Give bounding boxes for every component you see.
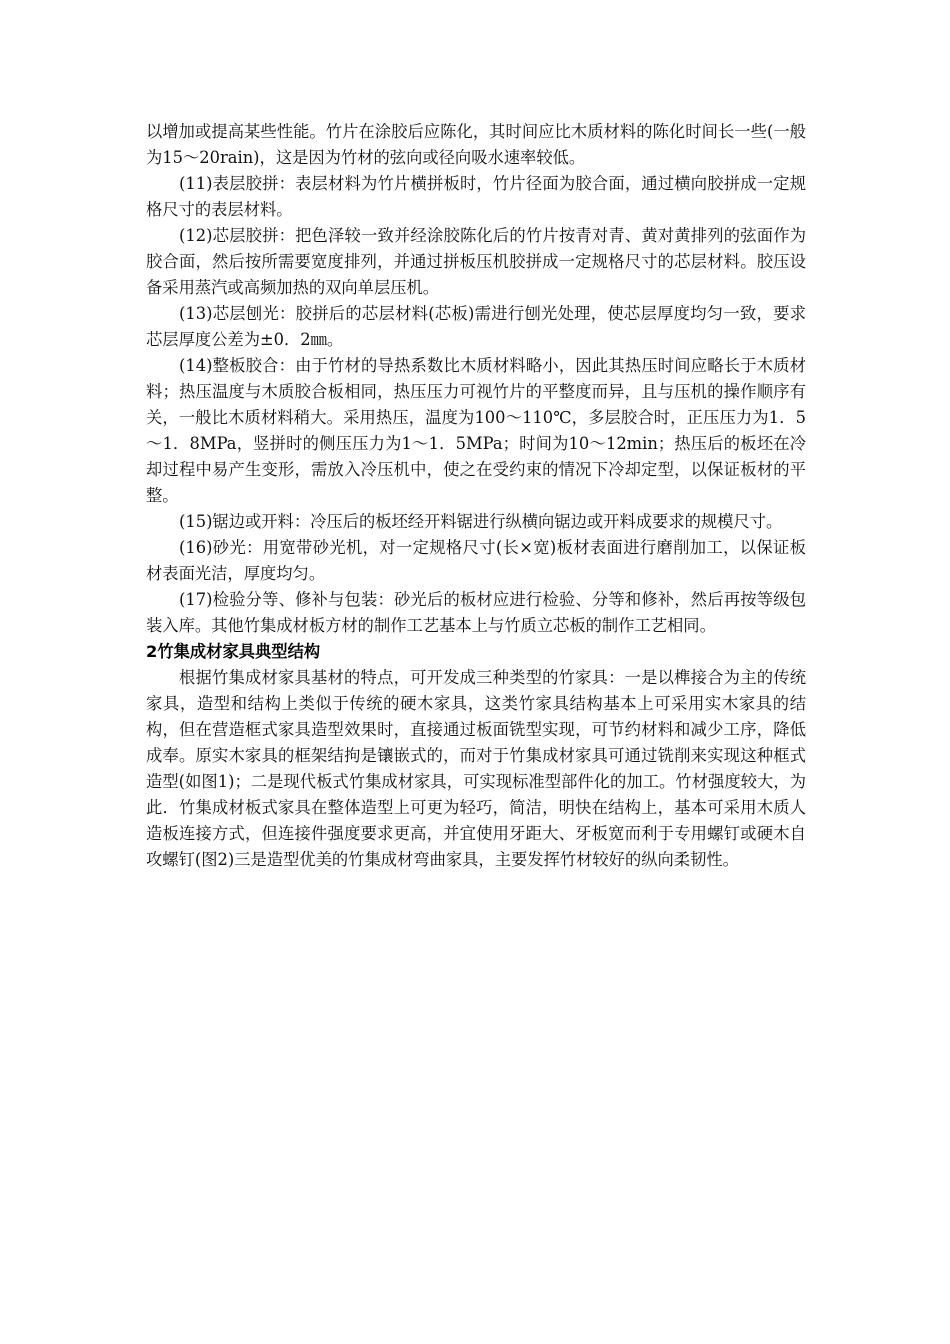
paragraph-step-13: (13)芯层刨光：胶拼后的芯层材料(芯板)需进行刨光处理，使芯层厚度均匀一致，要求芯层厚度公差为±0．2㎜。 (146, 304, 806, 349)
section-heading: 2竹集成材家具典型结构 (146, 642, 321, 661)
section-paragraph: 根据竹集成材家具基材的特点，可开发成三种类型的竹家具：一是以榫接合为主的传统家具，造型和结构上类似于传统的硬木家具，这类竹家具结构基本上可采用实木家具的结构，但在营造框式家具造型效果时，直接通过板面铣型实现，可节约材料和减少工序，降低成奉。原实木家具的框架结拘是镶嵌式的，而对于竹集成材家具可通过铣削来实现这种框式造型(如图1)；二是现代板式竹集成材家具，可实现标准型部件化的加工。竹材强度较大，为此．竹集成材板式家具在整体造型上可更为轻巧，简洁，明快在结构上，基本可采用木质人造板连接方式，但连接件强度要求更高，并宜使用牙距大、牙板宽而利于专用螺钉或硬木自攻螺钉(图2)三是造型优美的竹集成材弯曲家具，主要发挥竹材较好的纵向柔韧性。 (146, 668, 806, 869)
paragraph-continuation: 以增加或提高某些性能。竹片在涂胶后应陈化，其时间应比木质材料的陈化时间长一些(一般为15～20rain)，这是因为竹材的弦向或径向吸水速率较低。 (146, 122, 806, 167)
paragraph-step-15: (15)锯边或开料：冷压后的板坯经开料锯进行纵横向锯边或开料成要求的规模尺寸。 (179, 512, 783, 531)
document-body (146, 119, 806, 873)
paragraph-step-16: (16)砂光：用宽带砂光机，对一定规格尺寸(长×宽)板材表面进行磨削加工，以保证板材表面光洁，厚度均匀。 (146, 538, 806, 583)
paragraph-step-17: (17)检验分等、修补与包装：砂光后的板材应进行检验、分等和修补，然后再按等级包装入库。其他竹集成材板方材的制作工艺基本上与竹质立芯板的制作工艺相同。 (146, 590, 806, 635)
paragraph-step-14: (14)整板胶合：由于竹材的导热系数比木质材料略小，因此其热压时间应略长于木质材料；热压温度与木质胶合板相同，热压压力可视竹片的平整度而异，且与压机的操作顺序有关，一般比木质材料稍大。采用热压，温度为100～110℃，多层胶合时，正压压力为1．5～1．8MPa，竖拼时的侧压压力为1～1．5MPa；时间为10～12min；热压后的板坯在冷却过程中易产生变形，需放入冷压机中，使之在受约束的情况下冷却定型，以保证板材的平整。 (146, 356, 806, 505)
paragraph-step-11: (11)表层胶拼：表层材料为竹片横拼板时，竹片径面为胶合面，通过横向胶拼成一定规格尺寸的表层材料。 (146, 174, 806, 219)
paragraph-step-12: (12)芯层胶拼：把色泽较一致并经涂胶陈化后的竹片按青对青、黄对黄排列的弦面作为胶合面，然后按所需要宽度排列，并通过拼板压机胶拼成一定规格尺寸的芯层材料。胶压设备采用蒸汽或高频加热的双向单层压机。 (146, 226, 806, 297)
